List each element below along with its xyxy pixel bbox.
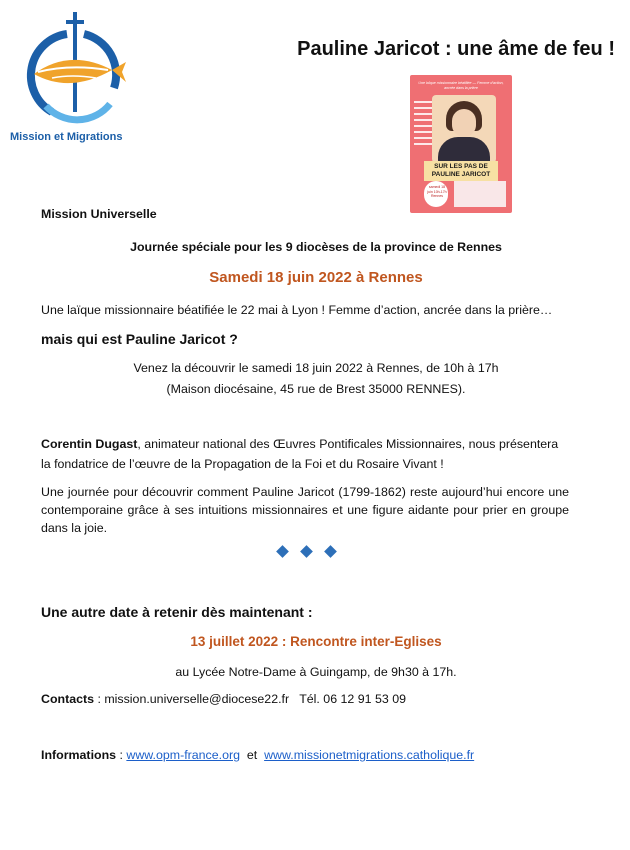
contacts-line <box>41 690 406 708</box>
informations-line <box>41 746 474 764</box>
poster-heading-line2: PAULINE JARICOT <box>431 171 491 178</box>
contacts-label: Contacts <box>41 692 95 706</box>
logo-caption: Mission et Migrations <box>10 131 123 143</box>
diamond-icon <box>276 545 289 558</box>
poster-info-box <box>454 181 506 207</box>
event-date: Samedi 18 juin 2022 à Rennes <box>209 269 423 286</box>
poster-text-block <box>414 97 432 167</box>
intro-text: Une laïque missionnaire béatifiée le 22 mai à Lyon ! Femme d’action, ancrée dans la prière… <box>41 303 553 317</box>
description: Une journée pour découvrir comment Pauline Jaricot (1799-1862) reste aujourd’hui encore une contemporaine grâce à ses intuitions missionnaires et une figure aidante pour prier en groupe dans la joie. <box>41 485 569 535</box>
subtitle: Journée spéciale pour les 9 diocèses de la province de Rennes <box>130 240 502 254</box>
diamond-icon <box>324 545 337 558</box>
speaker-role: , animateur national des Œuvres Pontificales Missionnaires, nous présentera <box>137 437 559 451</box>
page-title: Pauline Jaricot : une âme de feu ! <box>297 38 615 60</box>
other-date-label: Une autre date à retenir dès maintenant : <box>41 604 313 620</box>
poster-banner: Une laïque missionnaire béatifiée — Femme d'action, ancrée dans la prière <box>418 81 504 90</box>
poster-heading <box>424 161 498 181</box>
diamond-separator-icon <box>270 544 350 560</box>
question-heading: mais qui est Pauline Jaricot ? <box>41 331 238 347</box>
portrait-icon <box>432 95 496 163</box>
venue-line2: (Maison diocésaine, 45 rue de Brest 35000 RENNES). <box>166 382 466 396</box>
informations-label: Informations <box>41 748 117 762</box>
diamond-icon <box>300 545 313 558</box>
informations-and: et <box>240 748 265 762</box>
section-label: Mission Universelle <box>41 207 157 221</box>
venue-line1: Venez la découvrir le samedi 18 juin 2022 à Rennes, de 10h à 17h <box>133 361 499 375</box>
opm-link[interactable]: www.opm-france.org <box>126 748 240 762</box>
poster-heading-line1: SUR LES PAS DE <box>434 163 488 170</box>
poster-date: samedi 18 juin 10h-17h Rennes <box>427 185 447 198</box>
cross-fish-globe-icon <box>12 8 142 148</box>
speaker-name: Corentin Dugast <box>41 437 138 451</box>
other-date-event: 13 juillet 2022 : Rencontre inter-Eglises <box>190 634 442 649</box>
pauline-jaricot-poster <box>410 75 512 213</box>
speaker-line1 <box>41 435 601 453</box>
contacts-value: : mission.universelle@diocese22.fr Tél. 06 12 91 53 09 <box>94 692 406 706</box>
speaker-line2: la fondatrice de l’œuvre de la Propagation de la Foi et du Rosaire Vivant ! <box>41 457 444 471</box>
missionetmigrations-link[interactable]: www.missionetmigrations.catholique.fr <box>264 748 475 762</box>
informations-separator: : <box>116 748 127 762</box>
other-date-place: au Lycée Notre-Dame à Guingamp, de 9h30 à 17h. <box>175 665 457 679</box>
